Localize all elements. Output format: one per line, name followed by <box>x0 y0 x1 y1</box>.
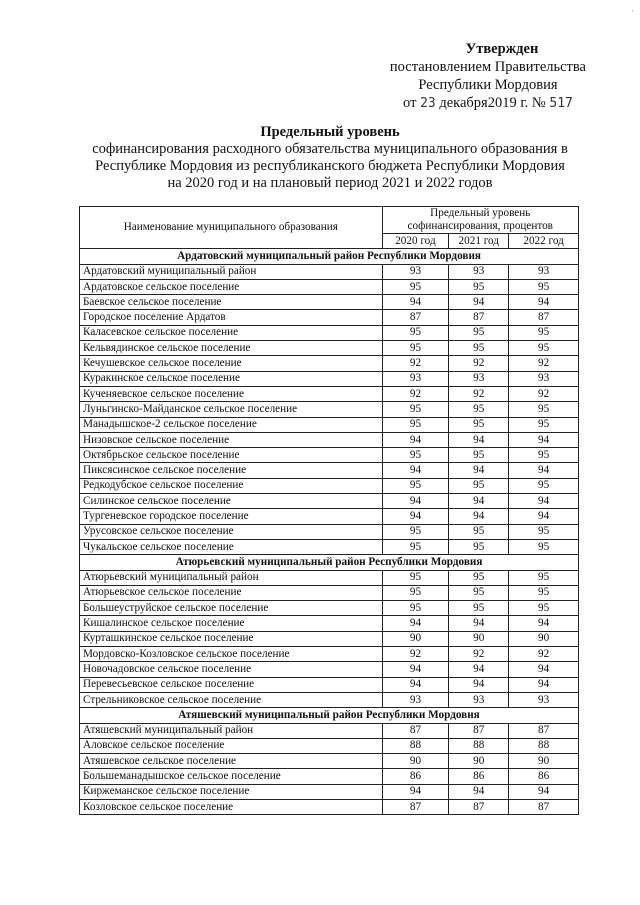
level-2021: 95 <box>449 478 509 493</box>
level-2021: 94 <box>449 616 509 631</box>
table-row <box>80 432 579 447</box>
table-row <box>80 524 579 539</box>
level-2020: 95 <box>382 417 449 432</box>
level-2021: 95 <box>449 570 509 585</box>
level-2021: 94 <box>449 494 509 509</box>
level-2020: 92 <box>382 647 449 662</box>
level-2022: 92 <box>509 356 579 371</box>
municipality-name: Куракинское сельское поселение <box>80 371 383 386</box>
table-row <box>80 325 579 340</box>
table-row <box>80 647 579 662</box>
table-row <box>80 295 579 310</box>
level-2020: 86 <box>382 769 449 784</box>
level-2020: 92 <box>382 356 449 371</box>
table-row <box>80 478 579 493</box>
level-2021: 94 <box>449 784 509 799</box>
municipality-name: Тургеневское городское поселение <box>80 509 383 524</box>
level-2022: 86 <box>509 769 579 784</box>
level-2022: 95 <box>509 402 579 417</box>
level-2021: 94 <box>449 677 509 692</box>
table-row <box>80 616 579 631</box>
level-2020: 87 <box>382 799 449 814</box>
level-2022: 94 <box>509 677 579 692</box>
level-2022: 94 <box>509 662 579 677</box>
approval-line-3: Республики Мордовия <box>418 77 558 93</box>
municipality-name: Кельвядинское сельское поселение <box>80 341 383 356</box>
approval-date-line <box>390 94 586 113</box>
level-2020: 94 <box>382 509 449 524</box>
table-row <box>80 799 579 814</box>
municipality-name: Атюрьевский муниципальный район <box>80 570 383 585</box>
table-row <box>80 754 579 769</box>
municipality-name: Октябрьское сельское поселение <box>80 448 383 463</box>
level-2022: 93 <box>509 371 579 386</box>
table-row <box>80 417 579 432</box>
header-year-2022: 2022 год <box>509 234 579 249</box>
header-level: Предельный уровень софинансирования, процентов <box>382 207 578 234</box>
municipality-name: Кишалинское сельское поселение <box>80 616 383 631</box>
level-2020: 92 <box>382 386 449 401</box>
level-2020: 94 <box>382 784 449 799</box>
date-month: декабря <box>439 95 488 111</box>
approval-line-2: постановлением Правительства <box>389 59 586 75</box>
level-2021: 87 <box>449 310 509 325</box>
municipality-name: Кученяевское сельское поселение <box>80 386 383 401</box>
level-2022: 94 <box>509 509 579 524</box>
level-2022: 88 <box>509 738 579 753</box>
approval-title: Утвержден <box>465 41 539 57</box>
district-row <box>80 555 579 570</box>
level-2021: 95 <box>449 402 509 417</box>
level-2021: 94 <box>449 509 509 524</box>
level-2022: 94 <box>509 463 579 478</box>
level-2020: 90 <box>382 631 449 646</box>
level-2020: 87 <box>382 723 449 738</box>
table-row <box>80 310 579 325</box>
level-2020: 95 <box>382 601 449 616</box>
title-line-2: софинансирования расходного обязательства муниципального образования в <box>92 141 568 157</box>
table-row <box>80 784 579 799</box>
municipality-name: Козловское сельское поселение <box>80 799 383 814</box>
level-2021: 93 <box>449 371 509 386</box>
level-2020: 93 <box>382 264 449 279</box>
table-row <box>80 662 579 677</box>
level-2022: 93 <box>509 264 579 279</box>
municipality-name: Пиксясинское сельское поселение <box>80 463 383 478</box>
municipality-name: Курташкинское сельское поселение <box>80 631 383 646</box>
municipality-name: Аловское сельское поселение <box>80 738 383 753</box>
municipality-name: Силинское сельское поселение <box>80 494 383 509</box>
level-2020: 90 <box>382 754 449 769</box>
municipality-name: Баевское сельское поселение <box>80 295 383 310</box>
level-2021: 94 <box>449 662 509 677</box>
table-body <box>80 249 579 815</box>
level-2022: 95 <box>509 417 579 432</box>
level-2021: 95 <box>449 325 509 340</box>
level-2022: 95 <box>509 539 579 554</box>
date-prefix: от <box>403 95 417 111</box>
level-2021: 95 <box>449 524 509 539</box>
level-2022: 94 <box>509 432 579 447</box>
table-row <box>80 738 579 753</box>
level-2020: 94 <box>382 463 449 478</box>
level-2022: 95 <box>509 279 579 294</box>
municipality-name: Атюрьевское сельское поселение <box>80 585 383 600</box>
level-2020: 95 <box>382 478 449 493</box>
level-2022: 93 <box>509 692 579 707</box>
level-2022: 94 <box>509 295 579 310</box>
level-2021: 94 <box>449 295 509 310</box>
cofinancing-table <box>79 206 579 815</box>
level-2021: 95 <box>449 601 509 616</box>
table-row <box>80 279 579 294</box>
municipality-name: Атяшевское сельское поселение <box>80 754 383 769</box>
table-row <box>80 494 579 509</box>
level-2020: 87 <box>382 310 449 325</box>
table-row <box>80 692 579 707</box>
level-2021: 87 <box>449 723 509 738</box>
level-2021: 95 <box>449 279 509 294</box>
municipality-name: Киржеманское сельское поселение <box>80 784 383 799</box>
district-name: Ардатовский муниципальный район Республики Мордовия <box>80 249 579 264</box>
level-2022: 95 <box>509 524 579 539</box>
level-2020: 88 <box>382 738 449 753</box>
level-2020: 94 <box>382 677 449 692</box>
level-2020: 94 <box>382 662 449 677</box>
table-row <box>80 402 579 417</box>
level-2020: 93 <box>382 371 449 386</box>
municipality-name: Каласевское сельское поселение <box>80 325 383 340</box>
table-row <box>80 386 579 401</box>
level-2020: 95 <box>382 279 449 294</box>
approval-block <box>390 40 586 113</box>
district-name: Атюрьевский муниципальный район Республики Мордовия <box>80 555 579 570</box>
municipality-name: Чукальское сельское поселение <box>80 539 383 554</box>
level-2020: 94 <box>382 295 449 310</box>
level-2022: 95 <box>509 585 579 600</box>
level-2022: 87 <box>509 310 579 325</box>
level-2021: 95 <box>449 585 509 600</box>
corner-mark: · <box>631 6 634 16</box>
level-2022: 94 <box>509 494 579 509</box>
level-2021: 95 <box>449 539 509 554</box>
table-row <box>80 769 579 784</box>
municipality-name: Манадышское-2 сельское поселение <box>80 417 383 432</box>
level-2020: 94 <box>382 494 449 509</box>
level-2021: 88 <box>449 738 509 753</box>
district-name: Атяшевский муниципальный район Республики Мордовия <box>80 708 579 723</box>
level-2021: 94 <box>449 463 509 478</box>
table-row <box>80 448 579 463</box>
level-2021: 94 <box>449 432 509 447</box>
document-title <box>70 124 590 192</box>
municipality-name: Урусовское сельское поселение <box>80 524 383 539</box>
table-row <box>80 509 579 524</box>
level-2020: 95 <box>382 402 449 417</box>
level-2020: 94 <box>382 432 449 447</box>
municipality-name: Низовское сельское поселение <box>80 432 383 447</box>
municipality-name: Стрельниковское сельское поселение <box>80 692 383 707</box>
municipality-name: Редкодубское сельское поселение <box>80 478 383 493</box>
table-row <box>80 601 579 616</box>
level-2021: 90 <box>449 754 509 769</box>
table-row <box>80 371 579 386</box>
level-2022: 95 <box>509 341 579 356</box>
level-2022: 90 <box>509 631 579 646</box>
level-2022: 87 <box>509 723 579 738</box>
level-2022: 94 <box>509 784 579 799</box>
level-2021: 92 <box>449 356 509 371</box>
decree-number: 517 <box>549 96 573 111</box>
table-row <box>80 539 579 554</box>
table-row <box>80 677 579 692</box>
level-2021: 92 <box>449 647 509 662</box>
table-row <box>80 570 579 585</box>
table-row <box>80 264 579 279</box>
level-2020: 95 <box>382 570 449 585</box>
header-year-2021: 2021 год <box>449 234 509 249</box>
level-2021: 95 <box>449 448 509 463</box>
title-line-3: Республике Мордовия из республиканского бюджета Республики Мордовия <box>95 158 565 174</box>
level-2022: 95 <box>509 325 579 340</box>
table-row <box>80 723 579 738</box>
header-name: Наименование муниципального образования <box>80 207 383 249</box>
title-line-4: на 2020 год и на плановый период 2021 и 2022 годов <box>167 175 493 191</box>
municipality-name: Ардатовское сельское поселение <box>80 279 383 294</box>
level-2022: 92 <box>509 647 579 662</box>
level-2020: 95 <box>382 325 449 340</box>
district-row <box>80 249 579 264</box>
level-2022: 94 <box>509 616 579 631</box>
municipality-name: Новочадовское сельское поселение <box>80 662 383 677</box>
level-2021: 86 <box>449 769 509 784</box>
title-main: Предельный уровень <box>260 124 400 140</box>
district-row <box>80 708 579 723</box>
level-2021: 95 <box>449 341 509 356</box>
level-2020: 95 <box>382 341 449 356</box>
level-2022: 87 <box>509 799 579 814</box>
level-2020: 95 <box>382 524 449 539</box>
table-row <box>80 585 579 600</box>
level-2020: 95 <box>382 539 449 554</box>
level-2020: 93 <box>382 692 449 707</box>
level-2021: 93 <box>449 264 509 279</box>
level-2021: 93 <box>449 692 509 707</box>
level-2021: 87 <box>449 799 509 814</box>
level-2021: 90 <box>449 631 509 646</box>
table-row <box>80 463 579 478</box>
level-2020: 95 <box>382 585 449 600</box>
municipality-name: Большеуструйское сельское поселение <box>80 601 383 616</box>
municipality-name: Большеманадышское сельское поселение <box>80 769 383 784</box>
municipality-name: Атяшевский муниципальный район <box>80 723 383 738</box>
municipality-name: Мордовско-Козловское сельское поселение <box>80 647 383 662</box>
level-2020: 94 <box>382 616 449 631</box>
level-2022: 92 <box>509 386 579 401</box>
level-2022: 90 <box>509 754 579 769</box>
table-row <box>80 341 579 356</box>
level-2021: 92 <box>449 386 509 401</box>
header-year-2020: 2020 год <box>382 234 449 249</box>
level-2022: 95 <box>509 478 579 493</box>
level-2020: 95 <box>382 448 449 463</box>
municipality-name: Луньгинско-Майданское сельское поселение <box>80 402 383 417</box>
level-2022: 95 <box>509 448 579 463</box>
municipality-name: Городское поселение Ардатов <box>80 310 383 325</box>
level-2021: 95 <box>449 417 509 432</box>
level-2022: 95 <box>509 570 579 585</box>
municipality-name: Перевесьевское сельское поселение <box>80 677 383 692</box>
table-row <box>80 631 579 646</box>
table-row <box>80 356 579 371</box>
municipality-name: Ардатовский муниципальный район <box>80 264 383 279</box>
municipality-name: Кечушевское сельское поселение <box>80 356 383 371</box>
table-header-row <box>80 207 579 234</box>
date-day: 23 <box>420 96 436 111</box>
date-year: 2019 г. № <box>487 95 546 111</box>
level-2022: 95 <box>509 601 579 616</box>
